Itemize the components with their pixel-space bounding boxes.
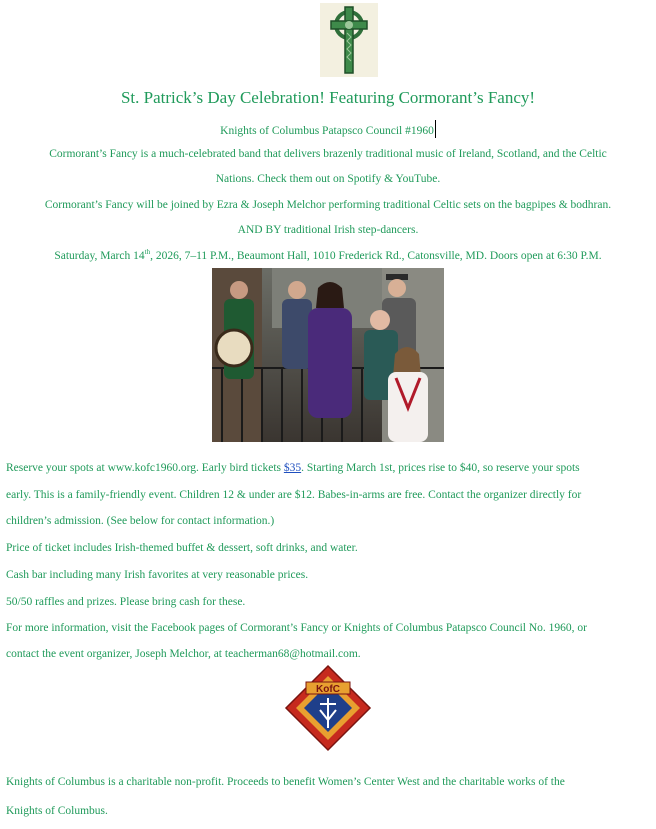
- event-date: Saturday, March 14th, 2026, 7–11 P.M., Beaumont Hall, 1010 Frederick Rd., Catonsville, MD. Doors open at 6:30 P.M.: [54, 248, 602, 262]
- detail-line-3: 50/50 raffles and prizes. Please bring cash for these.: [6, 596, 246, 608]
- info-line-2: contact the event organizer, Joseph Melchor, at teacherman68@hotmail.com.: [6, 648, 361, 660]
- detail-line-2: Cash bar including many Irish favorites at very reasonable prices.: [6, 569, 309, 581]
- text-cursor: [435, 120, 436, 138]
- date-suffix: th: [144, 248, 151, 256]
- reserve-line-1: Reserve your spots at www.kofc1960.org. Early bird tickets $35. Starting March 1st, prices rise to $40, so reserve your spots: [6, 462, 580, 474]
- footer-line-2: Knights of Columbus.: [6, 805, 108, 817]
- intro-line-2: Nations. Check them out on Spotify & YouTube.: [215, 173, 441, 185]
- intro-line-3: Cormorant’s Fancy will be joined by Ezra & Joseph Melchor performing traditional Celtic sets on the bagpipes & bodhran.: [44, 199, 612, 211]
- celtic-cross-icon: [320, 3, 378, 77]
- emblem-text: KofC: [316, 684, 340, 695]
- intro-line-1: Cormorant’s Fancy is a much-celebrated band that delivers brazenly traditional music of Ireland, Scotland, and the Celtic: [49, 148, 607, 160]
- page-title: St. Patrick’s Day Celebration! Featuring Cormorant’s Fancy!: [120, 88, 536, 107]
- detail-line-1: Price of ticket includes Irish-themed buffet & dessert, soft drinks, and water.: [6, 542, 358, 554]
- band-photo: [212, 268, 444, 442]
- reserve-line-2: early. This is a family-friendly event. Children 12 & under are $12. Babes-in-arms are free. Contact the organizer directly for: [6, 489, 582, 501]
- intro-line-4: AND BY traditional Irish step-dancers.: [237, 224, 419, 236]
- footer-line-1: Knights of Columbus is a charitable non-profit. Proceeds to benefit Women’s Center West and the charitable works of the: [6, 776, 565, 788]
- reserve-line-3: children’s admission. (See below for contact information.): [6, 515, 275, 527]
- early-bird-price-link[interactable]: $35: [283, 462, 302, 474]
- info-line-1: For more information, visit the Facebook pages of Cormorant’s Fancy or Knights of Columbus Patapsco Council No. 1960, or: [6, 622, 587, 634]
- council-subtitle: Knights of Columbus Patapsco Council #1960: [0, 120, 656, 138]
- kofc-emblem-icon: [284, 664, 372, 752]
